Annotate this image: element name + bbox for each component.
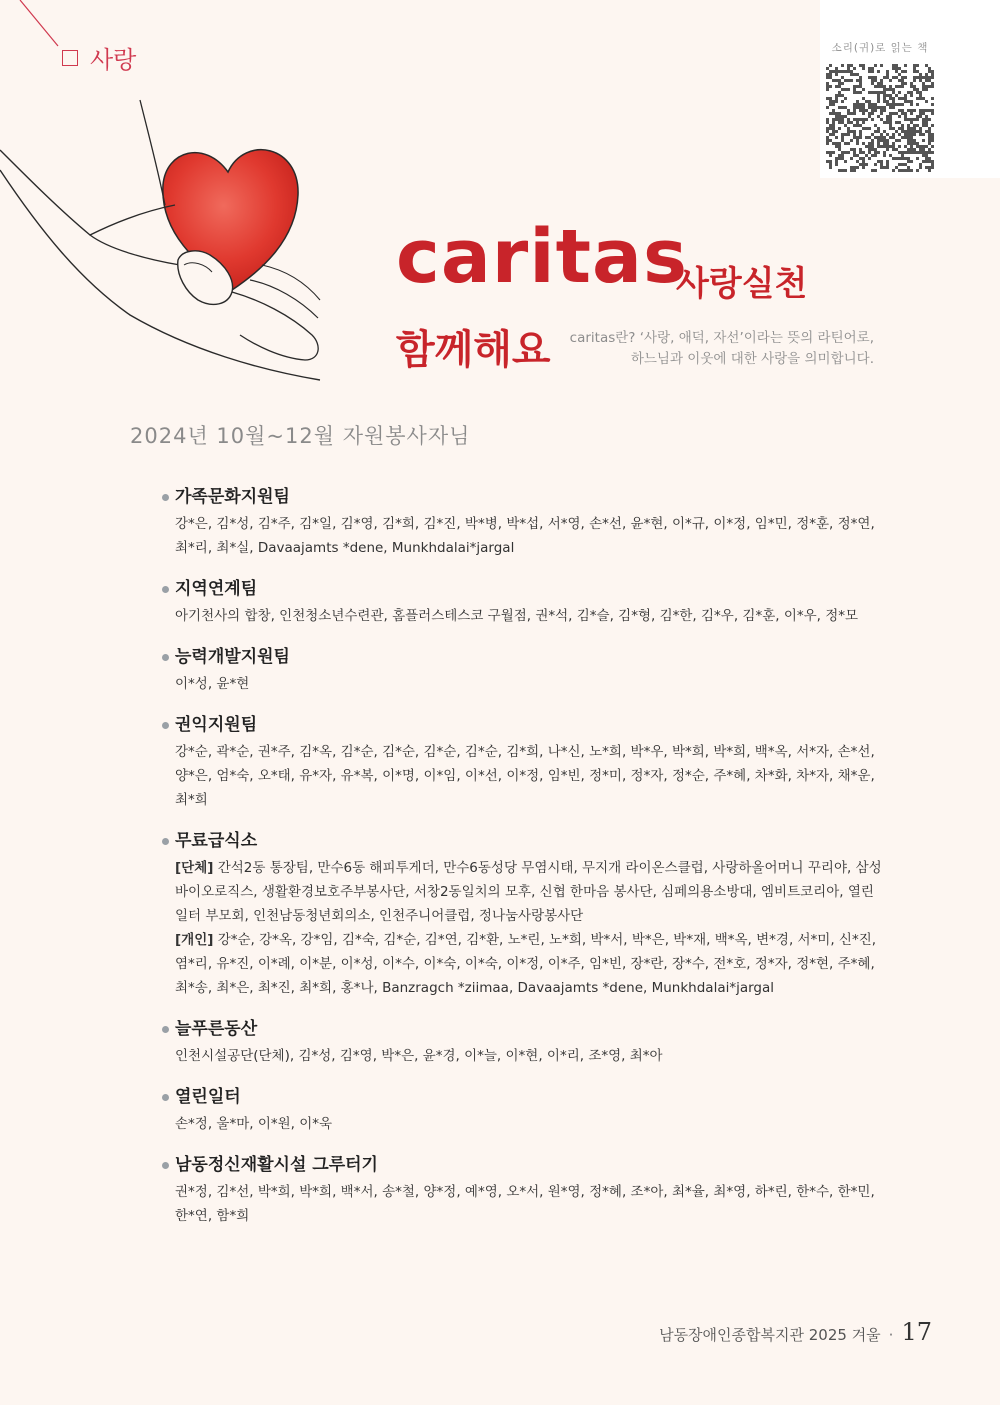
team-list [162,484,882,1244]
team-name: 늘푸른동산 [175,1019,258,1039]
group-tag: [단체] [175,860,214,876]
group-members: 간석2동 통장팀, 만수6동 해피투게더, 만수6동성당 무염시태, 무지개 라이온스클럽, 사랑하올어머니 꾸리야, 삼성바이오로직스, 생활환경보호주부봉사단, 서창2동일치의 모후, 신협 한마음 봉사단, 심페의용소방대, 엠비트코리아, 열린일터 부모회, 인천남동청년회의소, 인천주니어클럽, 정나눔사랑봉사단 [175,860,882,924]
page-number: 17 [901,1318,932,1346]
publication-name: 남동장애인종합복지관 2025 겨울 [659,1326,881,1344]
qr-panel [820,0,1000,178]
qr-code-icon[interactable] [826,64,934,172]
title-korean: 사랑실천 [676,264,808,304]
hand-heart-illustration [0,60,420,390]
team-section [162,1152,882,1228]
team-name: 능력개발지원팀 [175,647,290,667]
individual-members: 강*순, 강*옥, 강*임, 김*숙, 김*순, 김*연, 김*환, 노*린, 노*희, 박*서, 박*은, 박*재, 백*옥, 변*경, 서*미, 신*진, 염*리, 유*진, 이*례, 이*분, 이*성, 이*수, 이*숙, 이*숙, 이*정, 이*주, 임*빈, 장*란, 장*수, 전*호, 정*자, 정*현, 주*혜, 최*송, 최*은, 최*진, 최*희, 홍*나, Banzragch *ziimaa, Davaajamts *dene, Munkhdalai*jargal [175,932,877,996]
team-section [162,1084,882,1136]
team-section [162,644,882,696]
team-members: 아기천사의 합창, 인천청소년수련관, 홈플러스테스코 구월점, 권*석, 김*슬, 김*형, 김*한, 김*우, 김*훈, 이*우, 정*모 [175,608,859,624]
bullet-icon [162,1026,169,1033]
qr-caption: 소리(귀)로 읽는 책 [831,42,929,54]
group-members-line [175,856,882,928]
team-members: 인천시설공단(단체), 김*성, 김*영, 박*은, 윤*경, 이*늘, 이*현, 이*리, 조*영, 최*아 [175,1048,663,1064]
team-section [162,576,882,628]
team-section [162,484,882,560]
title-caritas: caritas [396,214,689,300]
team-members: 손*정, 울*마, 이*원, 이*욱 [175,1116,333,1132]
bullet-icon [162,1162,169,1169]
team-name: 권익지원팀 [175,715,258,735]
team-name: 남동정신재활시설 그루터기 [175,1155,378,1175]
team-section [162,712,882,812]
description-line: caritas란? ‘사랑, 애덕, 자선’이라는 뜻의 라틴어로, [569,330,874,346]
team-members: 이*성, 윤*현 [175,676,250,692]
team-members: 강*은, 김*성, 김*주, 김*일, 김*영, 김*희, 김*진, 박*병, 박*섭, 서*영, 손*선, 윤*현, 이*규, 이*정, 임*민, 정*훈, 정*연, 최*리, 최*실, Davaajamts *dene, Munkhdalai*jargal [175,516,875,556]
bullet-icon [162,654,169,661]
team-name: 무료급식소 [175,831,258,851]
individual-tag: [개인] [175,932,214,948]
title-subtitle: 함께해요 [396,327,551,373]
description-line: 하느님과 이웃에 대한 사랑을 의미합니다. [630,351,874,367]
team-members: 강*순, 곽*순, 권*주, 김*옥, 김*순, 김*순, 김*순, 김*순, 김*희, 나*신, 노*희, 박*우, 박*희, 박*희, 백*옥, 서*자, 손*선, 양*은, 엄*숙, 오*태, 유*자, 유*복, 이*명, 이*임, 이*선, 이*정, 임*빈, 정*미, 정*자, 정*순, 주*혜, 차*화, 차*자, 채*운, 최*희 [175,744,875,808]
bullet-icon [162,586,169,593]
footer-separator: · [888,1326,894,1344]
bullet-icon [162,838,169,845]
caritas-description [570,328,874,370]
bullet-icon [162,1094,169,1101]
team-members: 권*정, 김*선, 박*희, 박*희, 백*서, 송*철, 양*정, 예*영, 오*서, 원*영, 정*혜, 조*아, 최*율, 최*영, 하*린, 한*수, 한*민, 한*연, 함*희 [175,1184,875,1224]
period-title: 2024년 10월~12월 자원봉사자님 [130,424,471,448]
team-section [162,1016,882,1068]
bullet-icon [162,722,169,729]
page-footer [659,1318,932,1346]
individual-members-line [175,928,882,1000]
team-name: 지역연계팀 [175,579,258,599]
team-name: 가족문화지원팀 [175,487,290,507]
section-label: 사랑 [90,46,137,74]
bullet-icon [162,494,169,501]
team-name: 열린일터 [175,1087,241,1107]
team-section [162,828,882,1000]
